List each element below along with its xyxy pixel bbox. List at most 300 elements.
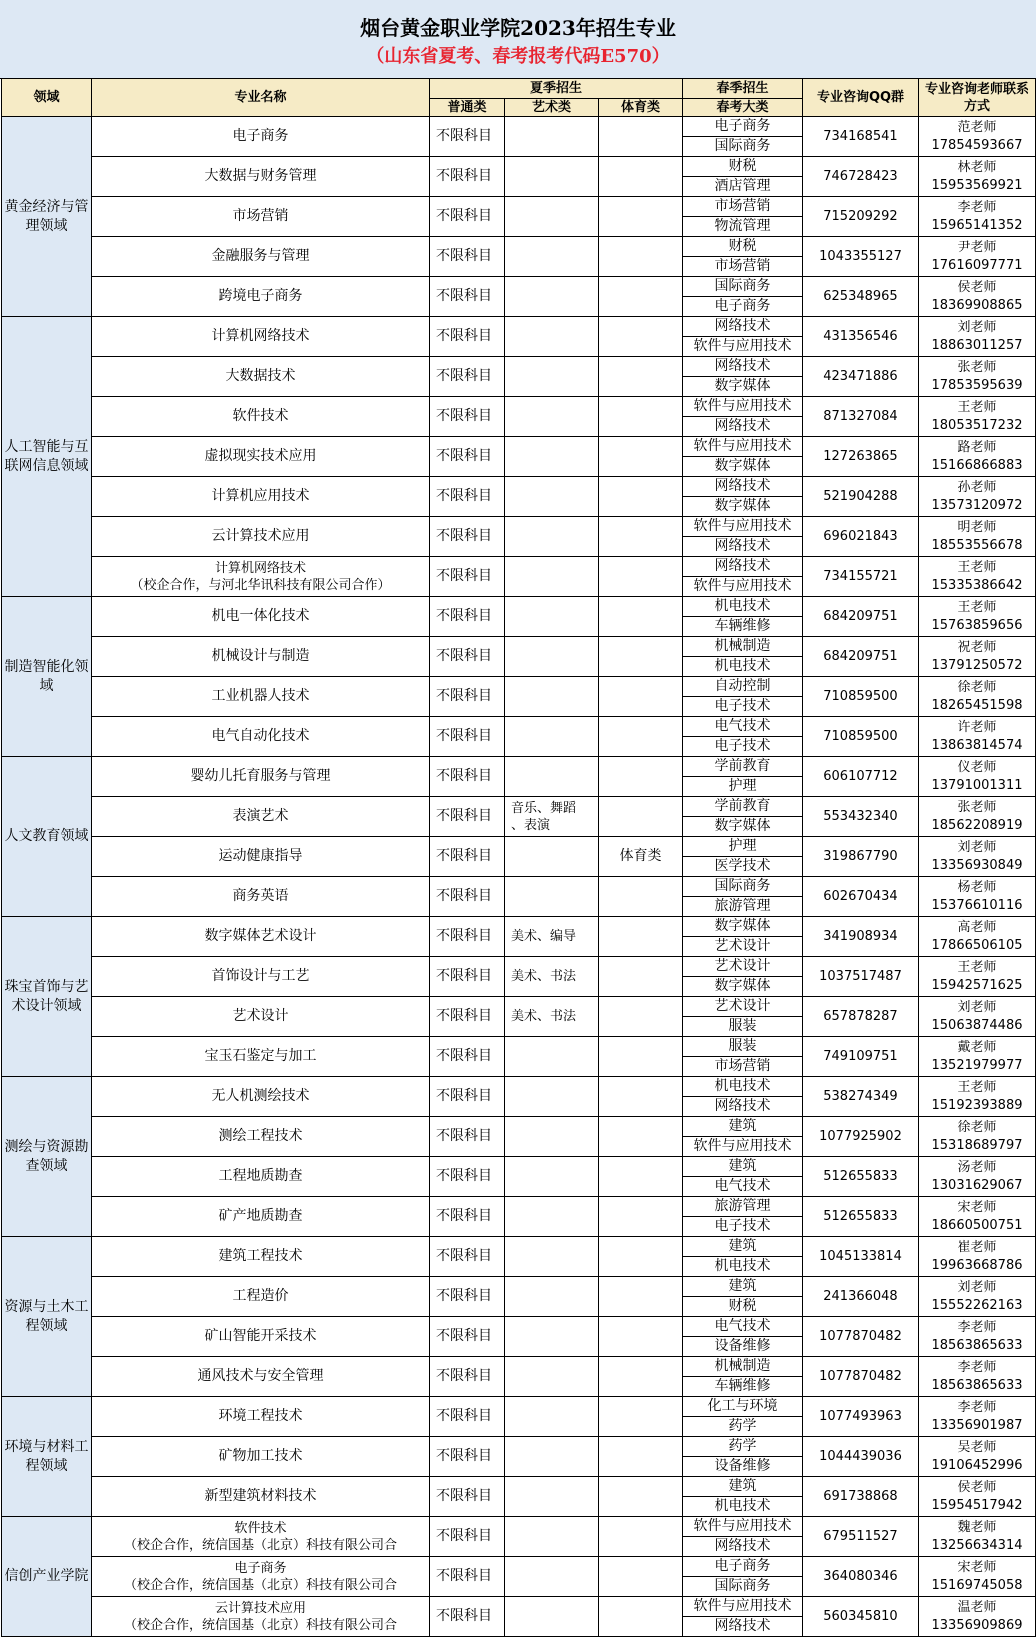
teacher-contact: 刘老师 18863011257	[919, 317, 1036, 357]
spring-category: 网络技术	[683, 1537, 803, 1557]
table-row	[2, 1437, 1036, 1457]
teacher-contact: 孙老师 13573120972	[919, 477, 1036, 517]
spring-category: 财税	[683, 157, 803, 177]
table-row	[2, 917, 1036, 937]
spring-category: 国际商务	[683, 137, 803, 157]
summer-sport	[599, 1597, 683, 1637]
spring-category: 机电技术	[683, 657, 803, 677]
major-name: 表演艺术	[92, 797, 430, 837]
major-name: 电子商务 （校企合作，统信国基（北京）科技有限公司合	[92, 1557, 430, 1597]
major-name: 商务英语	[92, 877, 430, 917]
spring-category: 财税	[683, 1297, 803, 1317]
spring-category: 化工与环境	[683, 1397, 803, 1417]
qq-group: 364080346	[803, 1557, 919, 1597]
spring-category: 药学	[683, 1417, 803, 1437]
spring-category: 数字媒体	[683, 917, 803, 937]
teacher-contact: 张老师 18562208919	[919, 797, 1036, 837]
major-name: 云计算技术应用	[92, 517, 430, 557]
spring-category: 电子技术	[683, 697, 803, 717]
table-row	[2, 597, 1036, 617]
major-name: 电子商务	[92, 117, 430, 157]
teacher-contact: 李老师 18563865633	[919, 1317, 1036, 1357]
summer-general: 不限科目	[430, 437, 505, 477]
table-row	[2, 757, 1036, 777]
qq-group: 625348965	[803, 277, 919, 317]
summer-general: 不限科目	[430, 917, 505, 957]
teacher-contact: 刘老师 13356930849	[919, 837, 1036, 877]
spring-category: 电子商务	[683, 297, 803, 317]
qq-group: 1045133814	[803, 1237, 919, 1277]
spring-category: 电气技术	[683, 1177, 803, 1197]
spring-category: 电子技术	[683, 1217, 803, 1237]
summer-sport	[599, 397, 683, 437]
spring-category: 网络技术	[683, 1097, 803, 1117]
summer-general: 不限科目	[430, 677, 505, 717]
summer-general: 不限科目	[430, 717, 505, 757]
header-summer: 夏季招生	[430, 79, 683, 99]
major-name: 机电一体化技术	[92, 597, 430, 637]
spring-category: 机械制造	[683, 1357, 803, 1377]
major-name: 环境工程技术	[92, 1397, 430, 1437]
summer-general: 不限科目	[430, 1557, 505, 1597]
summer-general: 不限科目	[430, 557, 505, 597]
summer-general: 不限科目	[430, 637, 505, 677]
table-row	[2, 1037, 1036, 1057]
summer-general: 不限科目	[430, 757, 505, 797]
spring-category: 设备维修	[683, 1457, 803, 1477]
summer-art: 美术、编导	[505, 917, 599, 957]
summer-art	[505, 1437, 599, 1477]
summer-art	[505, 1517, 599, 1557]
header-spring-category: 春考大类	[683, 99, 803, 117]
major-name: 工程地质勘查	[92, 1157, 430, 1197]
spring-category: 电子商务	[683, 117, 803, 137]
spring-category: 建筑	[683, 1117, 803, 1137]
table-row	[2, 1557, 1036, 1577]
spring-category: 护理	[683, 837, 803, 857]
teacher-contact: 崔老师 19963668786	[919, 1237, 1036, 1277]
qq-group: 749109751	[803, 1037, 919, 1077]
table-row	[2, 837, 1036, 857]
qq-group: 679511527	[803, 1517, 919, 1557]
teacher-contact: 林老师 15953569921	[919, 157, 1036, 197]
summer-sport	[599, 877, 683, 917]
summer-sport	[599, 917, 683, 957]
spring-category: 建筑	[683, 1157, 803, 1177]
table-row	[2, 277, 1036, 297]
teacher-contact: 温老师 13356909869	[919, 1597, 1036, 1637]
qq-group: 684209751	[803, 597, 919, 637]
major-name: 大数据技术	[92, 357, 430, 397]
summer-general: 不限科目	[430, 237, 505, 277]
summer-art	[505, 237, 599, 277]
table-row	[2, 1077, 1036, 1097]
major-name: 工程造价	[92, 1277, 430, 1317]
table-row	[2, 357, 1036, 377]
teacher-contact: 王老师 18053517232	[919, 397, 1036, 437]
summer-art	[505, 317, 599, 357]
table-row	[2, 957, 1036, 977]
teacher-contact: 王老师 15942571625	[919, 957, 1036, 997]
major-name: 矿产地质勘查	[92, 1197, 430, 1237]
qq-group: 423471886	[803, 357, 919, 397]
summer-art	[505, 877, 599, 917]
table-row	[2, 1237, 1036, 1257]
domain-cell: 环境与材料工程领域	[2, 1397, 92, 1517]
summer-general: 不限科目	[430, 877, 505, 917]
major-name: 新型建筑材料技术	[92, 1477, 430, 1517]
major-name: 计算机网络技术 （校企合作，与河北华讯科技有限公司合作）	[92, 557, 430, 597]
table-row	[2, 477, 1036, 497]
spring-category: 药学	[683, 1437, 803, 1457]
major-name: 矿物加工技术	[92, 1437, 430, 1477]
major-name: 通风技术与安全管理	[92, 1357, 430, 1397]
table-row	[2, 797, 1036, 817]
summer-sport	[599, 997, 683, 1037]
qq-group: 241366048	[803, 1277, 919, 1317]
table-row	[2, 237, 1036, 257]
spring-category: 旅游管理	[683, 897, 803, 917]
summer-sport	[599, 1037, 683, 1077]
summer-sport	[599, 597, 683, 637]
major-name: 宝玉石鉴定与加工	[92, 1037, 430, 1077]
summer-art	[505, 117, 599, 157]
qq-group: 734168541	[803, 117, 919, 157]
table-row	[2, 877, 1036, 897]
summer-sport	[599, 1237, 683, 1277]
spring-category: 车辆维修	[683, 617, 803, 637]
summer-art	[505, 1077, 599, 1117]
domain-cell: 人文教育领域	[2, 757, 92, 917]
table-row	[2, 637, 1036, 657]
major-name: 金融服务与管理	[92, 237, 430, 277]
spring-category: 网络技术	[683, 477, 803, 497]
summer-art	[505, 557, 599, 597]
summer-sport	[599, 1117, 683, 1157]
spring-category: 机电技术	[683, 1257, 803, 1277]
header-summer-general: 普通类	[430, 99, 505, 117]
teacher-contact: 侯老师 18369908865	[919, 277, 1036, 317]
summer-sport	[599, 157, 683, 197]
summer-sport	[599, 517, 683, 557]
qq-group: 691738868	[803, 1477, 919, 1517]
table-row	[2, 1157, 1036, 1177]
spring-category: 市场营销	[683, 257, 803, 277]
domain-cell: 黄金经济与管理领域	[2, 117, 92, 317]
header-domain: 领域	[2, 79, 92, 117]
summer-general: 不限科目	[430, 1277, 505, 1317]
qq-group: 871327084	[803, 397, 919, 437]
spring-category: 网络技术	[683, 317, 803, 337]
summer-art	[505, 517, 599, 557]
major-name: 矿山智能开采技术	[92, 1317, 430, 1357]
spring-category: 软件与应用技术	[683, 1137, 803, 1157]
teacher-contact: 许老师 13863814574	[919, 717, 1036, 757]
teacher-contact: 汤老师 13031629067	[919, 1157, 1036, 1197]
spring-category: 网络技术	[683, 557, 803, 577]
spring-category: 市场营销	[683, 1057, 803, 1077]
summer-general: 不限科目	[430, 837, 505, 877]
qq-group: 1044439036	[803, 1437, 919, 1477]
table-row	[2, 317, 1036, 337]
spring-category: 电气技术	[683, 717, 803, 737]
teacher-contact: 高老师 17866506105	[919, 917, 1036, 957]
spring-category: 机电技术	[683, 1077, 803, 1097]
qq-group: 710859500	[803, 717, 919, 757]
spring-category: 软件与应用技术	[683, 337, 803, 357]
teacher-contact: 王老师 15763859656	[919, 597, 1036, 637]
summer-art	[505, 1557, 599, 1597]
qq-group: 560345810	[803, 1597, 919, 1637]
header-qq: 专业咨询QQ群	[803, 79, 919, 117]
major-name: 计算机网络技术	[92, 317, 430, 357]
major-name: 婴幼儿托育服务与管理	[92, 757, 430, 797]
qq-group: 734155721	[803, 557, 919, 597]
table-row	[2, 517, 1036, 537]
summer-general: 不限科目	[430, 1237, 505, 1277]
summer-art	[505, 1357, 599, 1397]
spring-category: 车辆维修	[683, 1377, 803, 1397]
summer-art	[505, 437, 599, 477]
qq-group: 512655833	[803, 1197, 919, 1237]
spring-category: 软件与应用技术	[683, 437, 803, 457]
teacher-contact: 刘老师 15063874486	[919, 997, 1036, 1037]
summer-general: 不限科目	[430, 1437, 505, 1477]
teacher-contact: 徐老师 15318689797	[919, 1117, 1036, 1157]
summer-general: 不限科目	[430, 1197, 505, 1237]
spring-category: 物流管理	[683, 217, 803, 237]
spring-category: 机械制造	[683, 637, 803, 657]
table-row	[2, 117, 1036, 137]
summer-general: 不限科目	[430, 1117, 505, 1157]
spring-category: 艺术设计	[683, 957, 803, 977]
major-name: 云计算技术应用 （校企合作，统信国基（北京）科技有限公司合	[92, 1597, 430, 1637]
major-name: 建筑工程技术	[92, 1237, 430, 1277]
summer-art	[505, 1277, 599, 1317]
spring-category: 建筑	[683, 1277, 803, 1297]
table-row	[2, 1597, 1036, 1617]
spring-category: 艺术设计	[683, 997, 803, 1017]
summer-art: 美术、书法	[505, 957, 599, 997]
summer-sport	[599, 717, 683, 757]
summer-general: 不限科目	[430, 797, 505, 837]
header-spring: 春季招生	[683, 79, 803, 99]
spring-category: 电子商务	[683, 1557, 803, 1577]
summer-general: 不限科目	[430, 1357, 505, 1397]
spring-category: 机电技术	[683, 1497, 803, 1517]
summer-sport	[599, 357, 683, 397]
summer-art	[505, 1397, 599, 1437]
summer-sport	[599, 1437, 683, 1477]
summer-sport	[599, 277, 683, 317]
summer-general: 不限科目	[430, 157, 505, 197]
summer-art	[505, 597, 599, 637]
summer-art	[505, 677, 599, 717]
table-row	[2, 1317, 1036, 1337]
summer-sport	[599, 1277, 683, 1317]
qq-group: 1077870482	[803, 1357, 919, 1397]
qq-group: 715209292	[803, 197, 919, 237]
qq-group: 602670434	[803, 877, 919, 917]
summer-art	[505, 1117, 599, 1157]
summer-general: 不限科目	[430, 1597, 505, 1637]
spring-category: 服装	[683, 1017, 803, 1037]
summer-general: 不限科目	[430, 1317, 505, 1357]
table-row	[2, 397, 1036, 417]
summer-general: 不限科目	[430, 477, 505, 517]
spring-category: 自动控制	[683, 677, 803, 697]
spring-category: 酒店管理	[683, 177, 803, 197]
spring-category: 艺术设计	[683, 937, 803, 957]
major-name: 软件技术	[92, 397, 430, 437]
summer-general: 不限科目	[430, 117, 505, 157]
spring-category: 旅游管理	[683, 1197, 803, 1217]
summer-art	[505, 1197, 599, 1237]
summer-general: 不限科目	[430, 1477, 505, 1517]
summer-sport	[599, 1517, 683, 1557]
qq-group: 1077870482	[803, 1317, 919, 1357]
summer-art	[505, 1317, 599, 1357]
spring-category: 数字媒体	[683, 497, 803, 517]
qq-group: 1043355127	[803, 237, 919, 277]
major-name: 测绘工程技术	[92, 1117, 430, 1157]
spring-category: 国际商务	[683, 877, 803, 897]
summer-general: 不限科目	[430, 1157, 505, 1197]
teacher-contact: 吴老师 19106452996	[919, 1437, 1036, 1477]
summer-sport	[599, 757, 683, 797]
spring-category: 软件与应用技术	[683, 397, 803, 417]
summer-art	[505, 837, 599, 877]
teacher-contact: 刘老师 15552262163	[919, 1277, 1036, 1317]
spring-category: 数字媒体	[683, 977, 803, 997]
summer-general: 不限科目	[430, 317, 505, 357]
spring-category: 软件与应用技术	[683, 1597, 803, 1617]
major-name: 数字媒体艺术设计	[92, 917, 430, 957]
major-name: 艺术设计	[92, 997, 430, 1037]
summer-art	[505, 757, 599, 797]
teacher-contact: 魏老师 13256634314	[919, 1517, 1036, 1557]
summer-sport	[599, 1077, 683, 1117]
table-row	[2, 157, 1036, 177]
table-row	[2, 1277, 1036, 1297]
major-name: 首饰设计与工艺	[92, 957, 430, 997]
summer-art	[505, 397, 599, 437]
summer-sport	[599, 1317, 683, 1357]
summer-general: 不限科目	[430, 357, 505, 397]
spring-category: 财税	[683, 237, 803, 257]
summer-sport	[599, 237, 683, 277]
spring-category: 建筑	[683, 1237, 803, 1257]
qq-group: 1077493963	[803, 1397, 919, 1437]
qq-group: 696021843	[803, 517, 919, 557]
spring-category: 国际商务	[683, 1577, 803, 1597]
spring-category: 网络技术	[683, 357, 803, 377]
spring-category: 网络技术	[683, 537, 803, 557]
summer-sport	[599, 1197, 683, 1237]
summer-sport	[599, 1357, 683, 1397]
summer-art	[505, 717, 599, 757]
domain-cell: 测绘与资源勘查领域	[2, 1077, 92, 1237]
summer-art	[505, 477, 599, 517]
summer-general: 不限科目	[430, 197, 505, 237]
summer-sport	[599, 557, 683, 597]
spring-category: 市场营销	[683, 197, 803, 217]
teacher-contact: 戴老师 13521979977	[919, 1037, 1036, 1077]
qq-group: 341908934	[803, 917, 919, 957]
major-name: 无人机测绘技术	[92, 1077, 430, 1117]
spring-category: 软件与应用技术	[683, 1517, 803, 1537]
spring-category: 机电技术	[683, 597, 803, 617]
title-block	[0, 0, 1036, 79]
major-name: 运动健康指导	[92, 837, 430, 877]
qq-group: 521904288	[803, 477, 919, 517]
summer-art	[505, 1597, 599, 1637]
teacher-contact: 李老师 15965141352	[919, 197, 1036, 237]
major-name: 软件技术 （校企合作，统信国基（北京）科技有限公司合	[92, 1517, 430, 1557]
summer-sport: 体育类	[599, 837, 683, 877]
spring-category: 软件与应用技术	[683, 577, 803, 597]
domain-cell: 珠宝首饰与艺术设计领域	[2, 917, 92, 1077]
summer-sport	[599, 677, 683, 717]
qq-group: 127263865	[803, 437, 919, 477]
major-name: 大数据与财务管理	[92, 157, 430, 197]
teacher-contact: 李老师 13356901987	[919, 1397, 1036, 1437]
table-row	[2, 717, 1036, 737]
summer-sport	[599, 117, 683, 157]
table-row	[2, 997, 1036, 1017]
header-major: 专业名称	[92, 79, 430, 117]
summer-general: 不限科目	[430, 1397, 505, 1437]
teacher-contact: 宋老师 15169745058	[919, 1557, 1036, 1597]
qq-group: 431356546	[803, 317, 919, 357]
summer-sport	[599, 797, 683, 837]
summer-general: 不限科目	[430, 277, 505, 317]
qq-group: 1037517487	[803, 957, 919, 997]
teacher-contact: 杨老师 15376610116	[919, 877, 1036, 917]
summer-general: 不限科目	[430, 1037, 505, 1077]
teacher-contact: 王老师 15192393889	[919, 1077, 1036, 1117]
spring-category: 护理	[683, 777, 803, 797]
table-row	[2, 1197, 1036, 1217]
summer-sport	[599, 1397, 683, 1437]
header-summer-art: 艺术类	[505, 99, 599, 117]
teacher-contact: 张老师 17853595639	[919, 357, 1036, 397]
qq-group: 684209751	[803, 637, 919, 677]
table-row	[2, 557, 1036, 577]
spring-category: 医学技术	[683, 857, 803, 877]
teacher-contact: 范老师 17854593667	[919, 117, 1036, 157]
qq-group: 553432340	[803, 797, 919, 837]
summer-general: 不限科目	[430, 1517, 505, 1557]
spring-category: 数字媒体	[683, 457, 803, 477]
summer-sport	[599, 1557, 683, 1597]
qq-group: 710859500	[803, 677, 919, 717]
summer-sport	[599, 317, 683, 357]
summer-sport	[599, 477, 683, 517]
teacher-contact: 仪老师 13791001311	[919, 757, 1036, 797]
qq-group: 538274349	[803, 1077, 919, 1117]
spring-category: 电子技术	[683, 737, 803, 757]
table-row	[2, 1517, 1036, 1537]
summer-art	[505, 1037, 599, 1077]
qq-group: 746728423	[803, 157, 919, 197]
page-subtitle: （山东省夏考、春考报考代码E570）	[366, 46, 670, 67]
table-row	[2, 677, 1036, 697]
header-teacher: 专业咨询老师联系方式	[919, 79, 1036, 117]
summer-sport	[599, 957, 683, 997]
teacher-contact: 徐老师 18265451598	[919, 677, 1036, 717]
summer-general: 不限科目	[430, 597, 505, 637]
